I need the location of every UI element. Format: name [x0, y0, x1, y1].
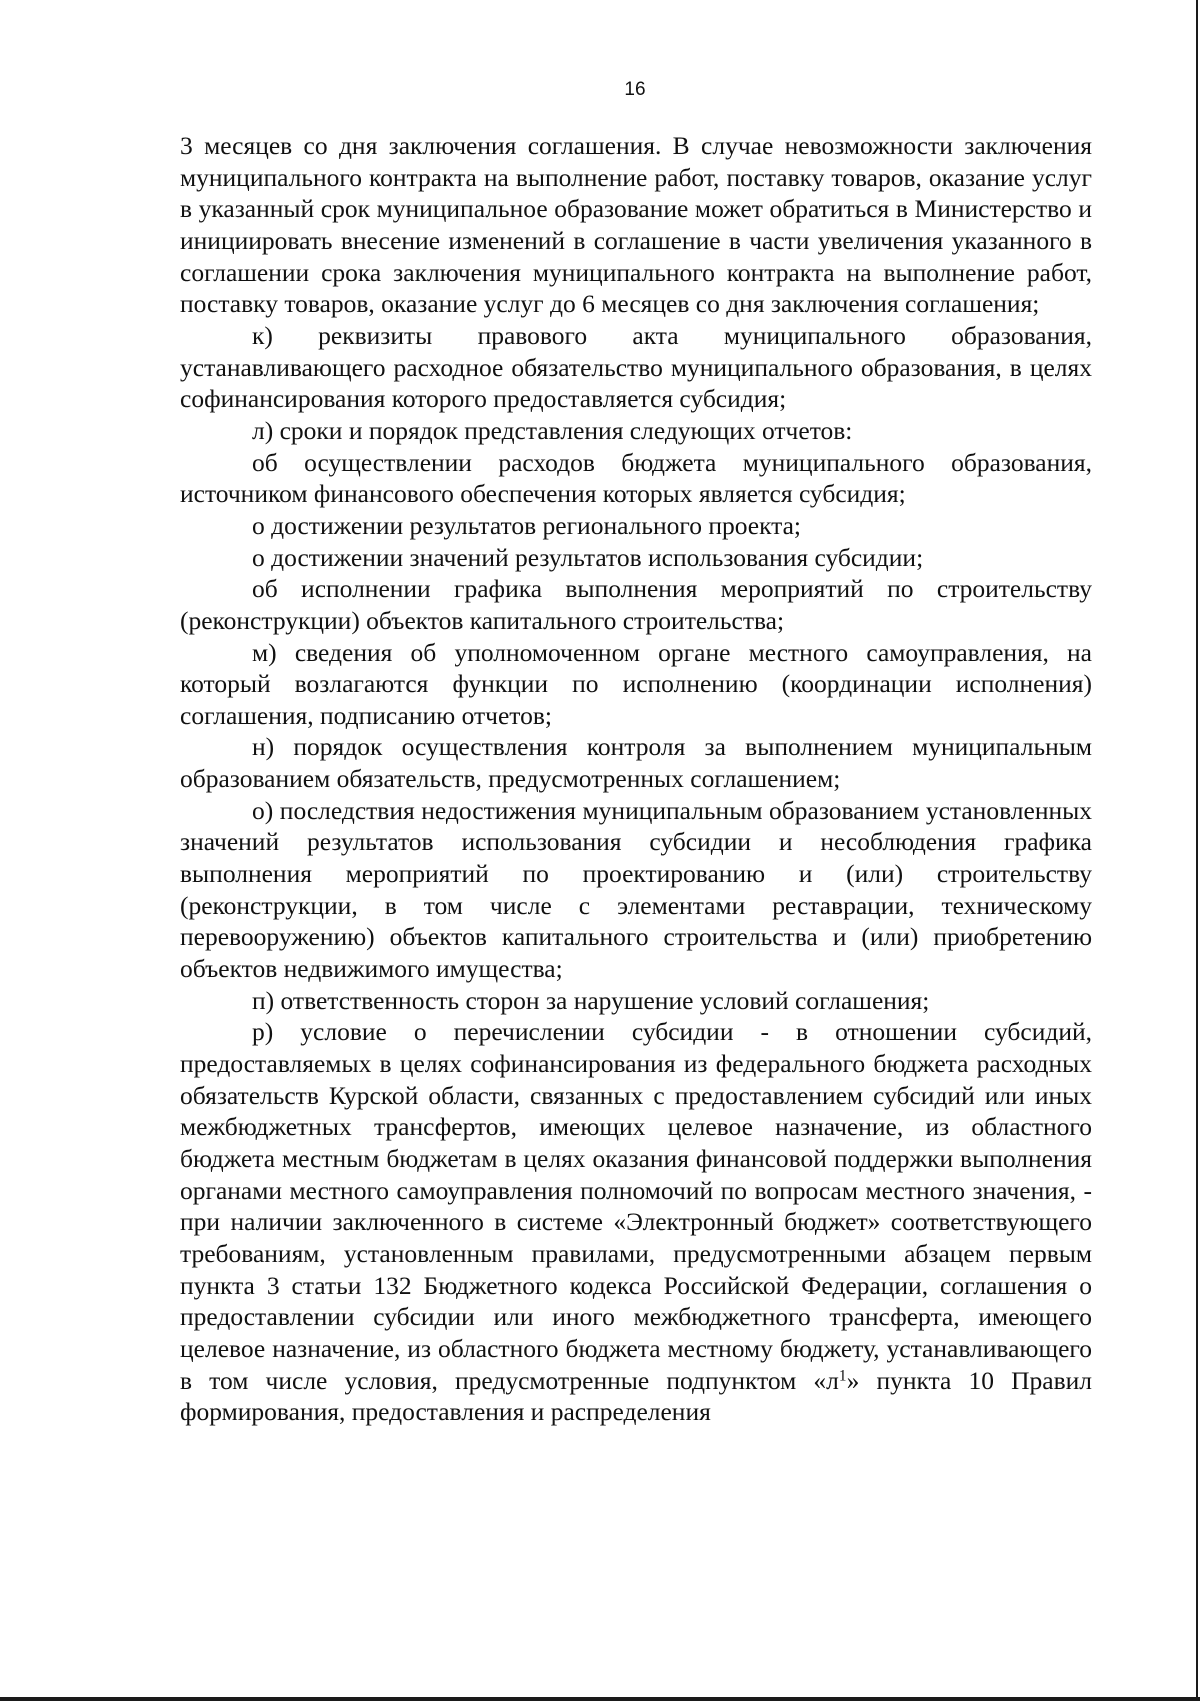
scan-edge-right [1196, 0, 1198, 1701]
page-number: 16 [624, 79, 646, 100]
paragraph-report-schedule: об исполнении графика выполнения мероприятий по строительству (реконструкции) объектов капитального строительства; [180, 574, 1092, 635]
paragraph-item-p: п) ответственность сторон за нарушение условий соглашения; [252, 985, 930, 1015]
paragraph-continuation: 3 месяцев со дня заключения соглашения. В случае невозможности заключения муниципального контракта на выполнение работ, поставку товаров, оказание услуг в указанный срок муниципальное образование может обратиться в Министерство и инициировать внесение изменений в соглашение в части увеличения указанного в соглашении срока заключения муниципального контракта на выполнение работ, поставку товаров, оказание услуг до 6 месяцев со дня заключения соглашения; [180, 131, 1092, 319]
body-text [180, 130, 1092, 1428]
paragraph-item-r-tail: » пункта 10 Правил формирования, предоставления и распределения [180, 1365, 1092, 1427]
superscript-index: 1 [838, 1367, 847, 1385]
paragraph-report-subsidy-results: о достижении значений результатов использования субсидии; [252, 542, 924, 572]
scan-edge-bottom [0, 1697, 1200, 1701]
paragraph-report-project-results: о достижении результатов регионального проекта; [252, 510, 802, 540]
paragraph-item-r-text: р) условие о перечислении субсидии - в отношении субсидий, предоставляемых в целях софинансирования из федерального бюджета расходных обязательств Курской области, связанных с предоставлением субсидий или иных межбюджетных трансфертов, имеющих целевое назначение, из областного бюджета местным бюджетам в целях оказания финансовой поддержки выполнения органами местного самоуправления полномочий по вопросам местного значения, - при наличии заключенного в системе «Электронный бюджет» соответствующего требованиям, установленным правилами, предусмотренными абзацем первым пункта 3 статьи 132 Бюджетного кодекса Российской Федерации, соглашения о предоставлении субсидии или иного межбюджетного трансферта, имеющего целевое назначение, из областного бюджета местному бюджету, устанавливающего в том числе условия, предусмотренные подпунктом «л [180, 1017, 1092, 1395]
paragraph-item-n: н) порядок осуществления контроля за выполнением муниципальным образованием обязательств, предусмотренных соглашением; [180, 732, 1092, 794]
paragraph-item-o: о) последствия недостижения муниципальным образованием установленных значений результатов использования субсидии и несоблюдения графика выполнения мероприятий по проектированию и (или) строительству (реконструкции, в том числе с элементами реставрации, техническому перевооружению) объектов капитального строительства и (или) приобретению объектов недвижимого имущества; [180, 795, 1092, 984]
paragraph-item-l: л) сроки и порядок представления следующих отчетов: [252, 415, 853, 445]
paragraph-item-r [180, 1016, 1092, 1428]
paragraph-item-m: м) сведения об уполномоченном органе местного самоуправления, на который возлагаются функции по исполнению (координации исполнения) соглашения, подписанию отчетов; [180, 637, 1092, 730]
paragraph-report-expenses: об осуществлении расходов бюджета муниципального образования, источником финансового обеспечения которых является субсидия; [180, 447, 1092, 509]
paragraph-item-k: к) реквизиты правового акта муниципального образования, устанавливающего расходное обязательство муниципального образования, в целях софинансирования которого предоставляется субсидия; [180, 320, 1092, 414]
